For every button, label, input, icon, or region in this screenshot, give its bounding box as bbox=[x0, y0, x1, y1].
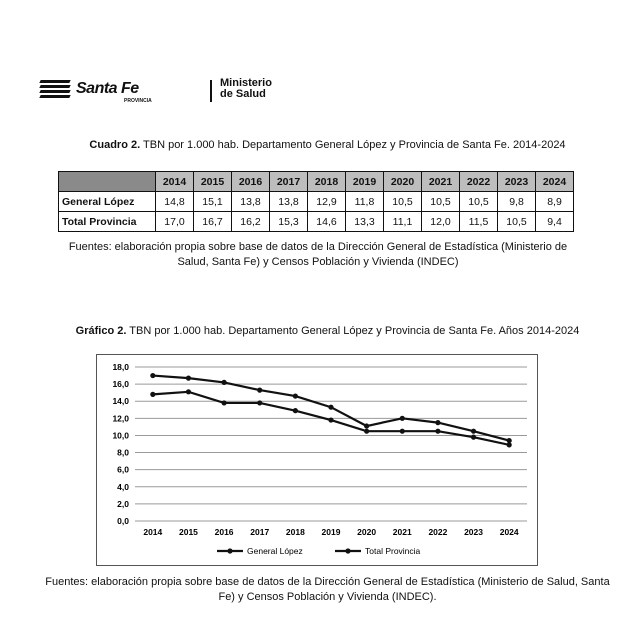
y-tick-label: 10,0 bbox=[112, 430, 129, 441]
table-cell: 9,4 bbox=[536, 212, 574, 232]
data-point bbox=[257, 400, 262, 405]
year-header-cell: 2022 bbox=[460, 172, 498, 192]
y-tick-label: 8,0 bbox=[117, 447, 129, 458]
x-tick-label: 2019 bbox=[321, 527, 341, 537]
y-tick-label: 16,0 bbox=[112, 379, 129, 390]
x-tick-label: 2014 bbox=[143, 527, 163, 537]
y-tick-label: 14,0 bbox=[112, 396, 129, 407]
table-cell: 12,9 bbox=[308, 192, 346, 212]
data-point bbox=[293, 408, 298, 413]
ministry-line-1: Ministerio bbox=[220, 77, 272, 89]
legend-marker bbox=[345, 548, 350, 553]
table-caption bbox=[40, 138, 615, 153]
flag-stripes-icon bbox=[40, 80, 70, 100]
chart-caption-text: TBN por 1.000 hab. Departamento General López y Provincia de Santa Fe. Años 2014-2024 bbox=[129, 325, 580, 337]
table-cell: 11,5 bbox=[460, 212, 498, 232]
table-cell: 16,2 bbox=[232, 212, 270, 232]
table-row bbox=[59, 192, 574, 212]
row-label: Total Provincia bbox=[59, 212, 156, 232]
table-cell: 10,5 bbox=[498, 212, 536, 232]
data-point bbox=[435, 429, 440, 434]
table-cell: 15,1 bbox=[194, 192, 232, 212]
y-tick-label: 12,0 bbox=[112, 413, 129, 424]
year-header-cell: 2018 bbox=[308, 172, 346, 192]
table-row bbox=[59, 212, 574, 232]
table-cell: 12,0 bbox=[422, 212, 460, 232]
table-source-note: Fuentes: elaboración propia sobre base de datos de la Dirección General de Estadística (Ministerio de Salud, Santa Fe) y Censos Población y Vivienda (INDEC) bbox=[68, 241, 568, 268]
table-cell: 9,8 bbox=[498, 192, 536, 212]
data-point bbox=[507, 438, 512, 443]
legend-label: General López bbox=[247, 546, 303, 556]
year-header-cell: 2017 bbox=[270, 172, 308, 192]
y-tick-label: 6,0 bbox=[117, 464, 129, 475]
data-point bbox=[364, 429, 369, 434]
table-cell: 14,6 bbox=[308, 212, 346, 232]
data-point bbox=[400, 416, 405, 421]
table-cell: 17,0 bbox=[156, 212, 194, 232]
data-point bbox=[328, 405, 333, 410]
x-tick-label: 2016 bbox=[214, 527, 234, 537]
x-tick-label: 2015 bbox=[178, 527, 198, 537]
table-cell: 10,5 bbox=[422, 192, 460, 212]
table-cell: 10,5 bbox=[460, 192, 498, 212]
tbn-table bbox=[58, 171, 574, 232]
table-header-row bbox=[59, 172, 574, 192]
santa-fe-logo bbox=[40, 74, 270, 108]
table-cell: 13,8 bbox=[232, 192, 270, 212]
data-point bbox=[221, 400, 226, 405]
x-tick-label: 2022 bbox=[428, 527, 448, 537]
table-cell: 11,8 bbox=[346, 192, 384, 212]
year-header-cell: 2014 bbox=[156, 172, 194, 192]
y-tick-label: 18,0 bbox=[112, 362, 129, 372]
line-chart-frame bbox=[96, 354, 538, 566]
table-cell: 15,3 bbox=[270, 212, 308, 232]
data-point bbox=[293, 393, 298, 398]
line-chart bbox=[97, 355, 537, 565]
year-header-cell: 2023 bbox=[498, 172, 536, 192]
data-point bbox=[328, 417, 333, 422]
legend-marker bbox=[227, 548, 232, 553]
data-point bbox=[150, 392, 155, 397]
data-point bbox=[471, 435, 476, 440]
data-point bbox=[257, 388, 262, 393]
data-point bbox=[221, 380, 226, 385]
ministry-line-2: de Salud bbox=[220, 88, 266, 100]
x-tick-label: 2021 bbox=[392, 527, 412, 537]
data-point bbox=[186, 376, 191, 381]
data-point bbox=[186, 389, 191, 394]
data-point bbox=[471, 429, 476, 434]
legend-label: Total Provincia bbox=[365, 546, 421, 556]
table-cell: 16,7 bbox=[194, 212, 232, 232]
table-corner-cell bbox=[59, 172, 156, 192]
y-tick-label: 0,0 bbox=[117, 516, 129, 526]
year-header-cell: 2021 bbox=[422, 172, 460, 192]
year-header-cell: 2020 bbox=[384, 172, 422, 192]
year-header-cell: 2015 bbox=[194, 172, 232, 192]
chart-caption-prefix: Gráfico 2. bbox=[75, 325, 127, 337]
year-header-cell: 2024 bbox=[536, 172, 574, 192]
x-tick-label: 2018 bbox=[285, 527, 305, 537]
table-cell: 14,8 bbox=[156, 192, 194, 212]
data-point bbox=[400, 429, 405, 434]
x-tick-label: 2023 bbox=[464, 527, 484, 537]
year-header-cell: 2019 bbox=[346, 172, 384, 192]
x-tick-label: 2017 bbox=[250, 527, 270, 537]
table-cell: 10,5 bbox=[384, 192, 422, 212]
table-cell: 13,8 bbox=[270, 192, 308, 212]
table-caption-prefix: Cuadro 2. bbox=[89, 139, 141, 151]
year-header-cell: 2016 bbox=[232, 172, 270, 192]
data-point bbox=[150, 373, 155, 378]
y-tick-label: 4,0 bbox=[117, 481, 129, 492]
row-label: General López bbox=[59, 192, 156, 212]
table-cell: 8,9 bbox=[536, 192, 574, 212]
x-tick-label: 2024 bbox=[499, 527, 519, 537]
chart-caption bbox=[40, 324, 615, 339]
ministry-name bbox=[220, 78, 272, 100]
chart-source-note: Fuentes: elaboración propia sobre base de datos de la Dirección General de Estadística (Ministerio de Salud, Santa Fe) y Censos Población y Vivienda (INDEC). bbox=[45, 576, 610, 603]
data-point bbox=[435, 420, 440, 425]
logo-separator bbox=[210, 80, 212, 102]
data-point bbox=[364, 423, 369, 428]
y-tick-label: 2,0 bbox=[117, 498, 129, 509]
table-caption-text: TBN por 1.000 hab. Departamento General López y Provincia de Santa Fe. 2014-2024 bbox=[143, 139, 566, 151]
brand-name: Santa Fe bbox=[76, 80, 139, 97]
brand-subtitle: PROVINCIA bbox=[124, 98, 152, 104]
table-cell: 11,1 bbox=[384, 212, 422, 232]
table-cell: 13,3 bbox=[346, 212, 384, 232]
x-tick-label: 2020 bbox=[357, 527, 377, 537]
